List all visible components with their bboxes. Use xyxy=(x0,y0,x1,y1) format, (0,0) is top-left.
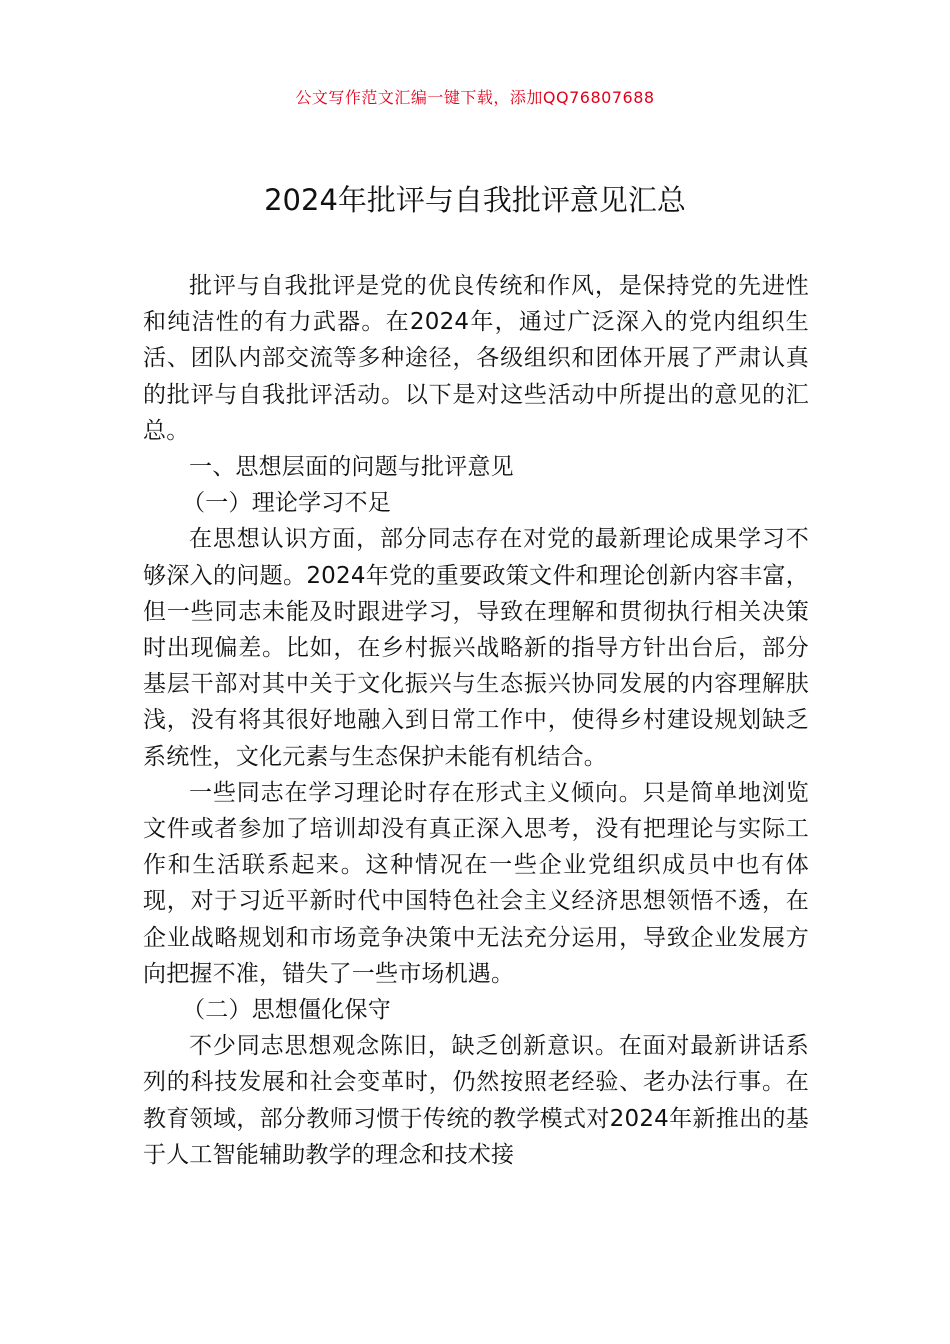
document-body xyxy=(143,268,809,1173)
subsection-heading-2: （二）思想僵化保守 xyxy=(182,997,391,1024)
watermark-text: 公文写作范文汇编一键下载，添加QQ76807688 xyxy=(295,88,655,107)
subsection-heading-1: （一）理论学习不足 xyxy=(182,490,391,517)
document-title: 2024年批评与自我批评意见汇总 xyxy=(264,183,686,217)
section-heading-1: 一、思想层面的问题与批评意见 xyxy=(189,454,514,481)
intro-paragraph: 批评与自我批评是党的优良传统和作风，是保持党的先进性和纯洁性的有力武器。在2024年，通过广泛深入的党内组织生活、团队内部交流等多种途径，各级组织和团体开展了严肃认真的批评与自我批评活动。以下是对这些活动中所提出的意见的汇总。 xyxy=(143,273,809,444)
body-paragraph: 在思想认识方面，部分同志存在对党的最新理论成果学习不够深入的问题。2024年党的重要政策文件和理论创新内容丰富，但一些同志未能及时跟进学习，导致在理解和贯彻执行相关决策时出现偏差。比如，在乡村振兴战略新的指导方针出台后，部分基层干部对其中关于文化振兴与生态振兴协同发展的内容理解肤浅，没有将其很好地融入到日常工作中，使得乡村建设规划缺乏系统性，文化元素与生态保护未能有机结合。 xyxy=(143,526,809,770)
body-paragraph: 一些同志在学习理论时存在形式主义倾向。只是简单地浏览文件或者参加了培训却没有真正深入思考，没有把理论与实际工作和生活联系起来。这种情况在一些企业党组织成员中也有体现，对于习近平新时代中国特色社会主义经济思想领悟不透，在企业战略规划和市场竞争决策中无法充分运用，导致企业发展方向把握不准，错失了一些市场机遇。 xyxy=(143,779,809,987)
body-paragraph: 不少同志思想观念陈旧，缺乏创新意识。在面对最新讲话系列的科技发展和社会变革时，仍然按照老经验、老办法行事。在教育领域，部分教师习惯于传统的教学模式对2024年新推出的基于人工智能辅助教学的理念和技术接 xyxy=(143,1033,809,1168)
